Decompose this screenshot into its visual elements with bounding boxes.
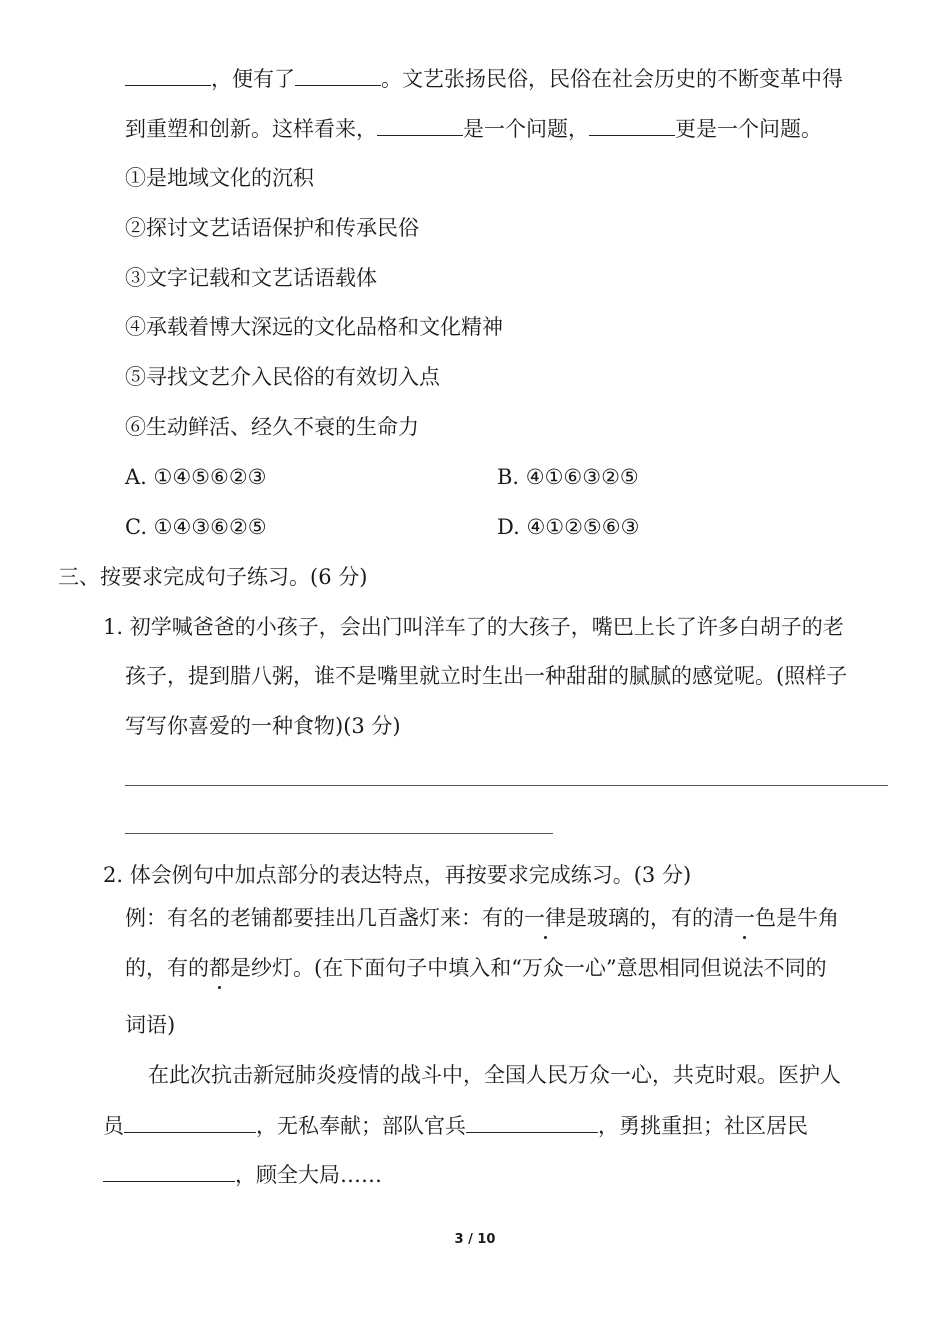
option-item: ①是地域文化的沉积 (125, 166, 314, 190)
text: 是一个问题， (463, 117, 589, 141)
answer-line[interactable] (125, 785, 888, 786)
example-line-2 (125, 953, 827, 983)
choice-b[interactable]: B. ④①⑥③②⑤ (497, 465, 639, 489)
text: ，勇挑重担；社区居民 (598, 1114, 808, 1138)
question-1-line-2: 孩子，提到腊八粥，谁不是嘴里就立时生出一种甜甜的腻腻的感觉呢。(照样子 (125, 664, 848, 688)
option-item: ④承载着博大深远的文化品格和文化精神 (125, 315, 503, 339)
choice-c[interactable]: C. ①④③⑥②⑤ (125, 515, 267, 539)
choice-d[interactable]: D. ④①②⑤⑥③ (497, 515, 640, 539)
dotted-emphasis: 清一色 (713, 903, 776, 933)
choice-a[interactable]: A. ①④⑤⑥②③ (125, 465, 267, 489)
text: 例：有名的老铺都要挂出几百盏灯来：有的 (125, 906, 524, 930)
question-2-line-1: 2. 体会例句中加点部分的表达特点，再按要求完成练习。(3 分) (103, 863, 692, 887)
option-item: ②探讨文艺话语保护和传承民俗 (125, 216, 419, 240)
option-item: ⑥生动鲜活、经久不衰的生命力 (125, 415, 419, 439)
option-item: ③文字记载和文艺话语载体 (125, 266, 377, 290)
answer-blank[interactable] (125, 63, 211, 86)
text: 员 (103, 1114, 124, 1138)
text: ，便有了 (211, 67, 295, 91)
example-line-3: 词语) (125, 1013, 176, 1037)
answer-blank[interactable] (124, 1110, 256, 1133)
text: 是牛角 (776, 906, 839, 930)
passage-line-2 (125, 113, 822, 144)
paragraph-line-3 (103, 1159, 382, 1190)
paragraph-line-1: 在此次抗击新冠肺炎疫情的战斗中，全国人民万众一心，共克时艰。医护人 (148, 1063, 841, 1087)
section-heading: 三、按要求完成句子练习。(6 分) (58, 565, 368, 589)
text: 更是一个问题。 (675, 117, 822, 141)
text: 是纱灯。(在下面句子中填入和“万众一心”意思相同但说法不同的 (230, 956, 827, 980)
dotted-emphasis: 都 (209, 953, 230, 983)
option-item: ⑤寻找文艺介入民俗的有效切入点 (125, 365, 440, 389)
text: ，无私奉献；部队官兵 (256, 1114, 466, 1138)
question-1-line-1: 1. 初学喊爸爸的小孩子，会出门叫洋车了的大孩子，嘴巴上长了许多白胡子的老 (103, 615, 844, 639)
answer-blank[interactable] (589, 113, 675, 136)
answer-blank[interactable] (295, 63, 381, 86)
answer-blank[interactable] (103, 1159, 235, 1182)
text: ，顾全大局…… (235, 1163, 382, 1187)
answer-blank[interactable] (377, 113, 463, 136)
answer-blank[interactable] (466, 1110, 598, 1133)
paragraph-line-2 (103, 1110, 808, 1141)
text: 。文艺张扬民俗，民俗在社会历史的不断变革中得 (381, 67, 843, 91)
text: 到重塑和创新。这样看来， (125, 117, 377, 141)
dotted-emphasis: 一律 (524, 903, 566, 933)
example-line-1 (125, 903, 839, 933)
text: 的，有的 (125, 956, 209, 980)
passage-line-1 (125, 63, 843, 94)
page-number: 3 / 10 (454, 1232, 496, 1247)
answer-line[interactable] (125, 833, 553, 834)
question-1-line-3: 写写你喜爱的一种食物)(3 分) (125, 714, 401, 738)
text: 是玻璃的，有的 (566, 906, 713, 930)
